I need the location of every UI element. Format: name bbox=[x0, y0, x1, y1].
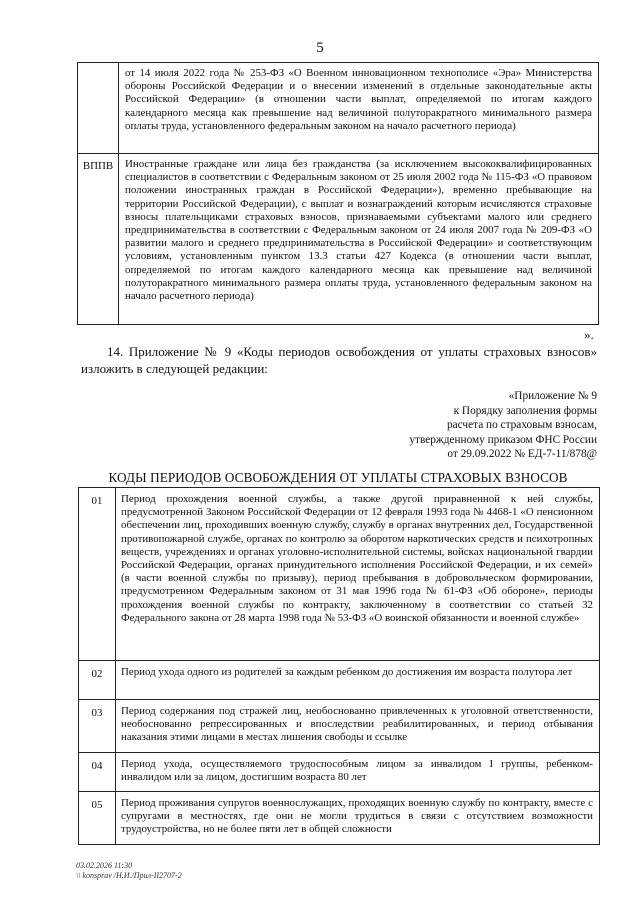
row-code: 04 bbox=[91, 760, 103, 772]
row-text: Период ухода, осуществляемого трудоспособным лицом за инвалидом I группы, ребенком-инвалидом или за лицом, достигшим возраста 80 лет bbox=[115, 753, 599, 791]
table-row bbox=[78, 63, 598, 153]
row-text: Иностранные граждане или лица без гражданства (за исключением высококвалифицированных специалистов в соответствии с Федеральным законом от 25 июля 2002 года № 115-ФЗ «О правовом положении иностранных граждан в Российской Федерации»), временно пребывающие на территории Российской Федерации), с выплат и вознаграждений которым исчисляются страховые взносы плательщиками страховых взносов, признаваемыми субъектами малого или среднего предпринимательства в соответствии с Федеральным законом от 24 июля 2007 года № 209-ФЗ «О развитии малого и среднего предпринимательства в Российской Федерации» и соответствующим условиям, установленным пунктом 13.3 статьи 427 Кодекса (в отношении части выплат, определяемой по итогам каждого календарного месяца как превышение над величиной полуторакратного минимального размера оплаты труда, установленного федеральным законом на начало расчетного периода) bbox=[118, 154, 598, 324]
table-row bbox=[79, 660, 599, 699]
appendix-line: «Приложение № 9 bbox=[508, 390, 597, 402]
row-text: Период прохождения военной службы, а также другой приравненной к ней службы, предусмотренной Законом Российской Федерации от 12 февраля 1993 года № 4468-1 «О пенсионном обеспечении лиц, проходивших военную службу, службу в органах внутренних дел, Государственной противопожарной службе, органах по контролю за оборотом наркотических средств и психотропных веществ, учреждениях и органах уголовно-исполнительной системы, войсках национальной гвардии Российской Федерации, органах принудительного исполнения Российской Федерации, и их семей» (в части военной службы по призыву), период пребывания в добровольческом формировании, предусмотренном Федеральным законом от 31 мая 1996 года № 61-ФЗ «Об обороне», периоды прохождения военной службы по контракту, заключенному в соответствии со статьей 32 Федерального закона от 28 марта 1998 года № 53-ФЗ «О воинской обязанности и военной службе» bbox=[115, 488, 599, 660]
table-row bbox=[78, 153, 598, 324]
table-row bbox=[79, 752, 599, 791]
appendix-line: от 29.09.2022 № ЕД-7-11/878@ bbox=[447, 448, 597, 461]
row-code: 01 bbox=[91, 495, 103, 507]
row-text: Период ухода одного из родителей за каждым ребенком до достижения им возраста полутора лет bbox=[115, 661, 599, 699]
paragraph-14: 14. Приложение № 9 «Коды периодов освобождения от уплаты страховых взносов» изложить в следующей редакции: bbox=[81, 344, 597, 376]
table-row bbox=[79, 791, 599, 844]
footer-path: \\ konsprav /Н.И./Прил-II2707-2 bbox=[76, 871, 182, 880]
closing-quote: ». bbox=[584, 327, 594, 342]
row-text: Период проживания супругов военнослужащих, проходящих военную службу по контракту, вместе с супругами в местностях, где они не могли трудиться в связи с отсутствием возможности трудоустройства, но не более пяти лет в общей сложности bbox=[115, 792, 599, 844]
table-row bbox=[79, 699, 599, 752]
row-code: 03 bbox=[91, 707, 103, 719]
row-code: 05 bbox=[91, 799, 103, 811]
row-text: от 14 июля 2022 года № 253-ФЗ «О Военном инновационном технополисе «Эра» Министерства обороны Российской Федерации и о внесении изменений в отдельные законодательные акты Российской Федерации» (в отношении части выплат, определяемой по итогам каждого календарного месяца как превышение над величиной полуторакратного минимального размера оплаты труда, установленного федеральным законом на начало расчетного периода) bbox=[118, 63, 598, 153]
appendix-line: утвержденному приказом ФНС России bbox=[409, 433, 597, 446]
row-code bbox=[78, 63, 118, 153]
appendix-header bbox=[337, 389, 597, 462]
footer bbox=[76, 861, 182, 881]
appendix-line: расчета по страховым взносам, bbox=[446, 419, 597, 432]
table-row bbox=[79, 488, 599, 660]
appendix-line: к Порядку заполнения формы bbox=[453, 404, 597, 417]
row-code: 02 bbox=[91, 668, 103, 680]
row-text: Период содержания под стражей лиц, необоснованно привлеченных к уголовной ответственности, необоснованно репрессированных и впоследствии реабилитированных, и период отбывания наказания этими лицами в местах лишения свободы и ссылке bbox=[115, 700, 599, 752]
codes-table bbox=[78, 487, 600, 845]
continuation-table bbox=[77, 62, 599, 325]
row-code: ВППВ bbox=[82, 160, 114, 172]
section-title: КОДЫ ПЕРИОДОВ ОСВОБОЖДЕНИЯ ОТ УПЛАТЫ СТРАХОВЫХ ВЗНОСОВ bbox=[108, 470, 568, 485]
page-number: 5 bbox=[316, 40, 324, 56]
footer-date: 03.02.2026 11:30 bbox=[76, 861, 133, 870]
